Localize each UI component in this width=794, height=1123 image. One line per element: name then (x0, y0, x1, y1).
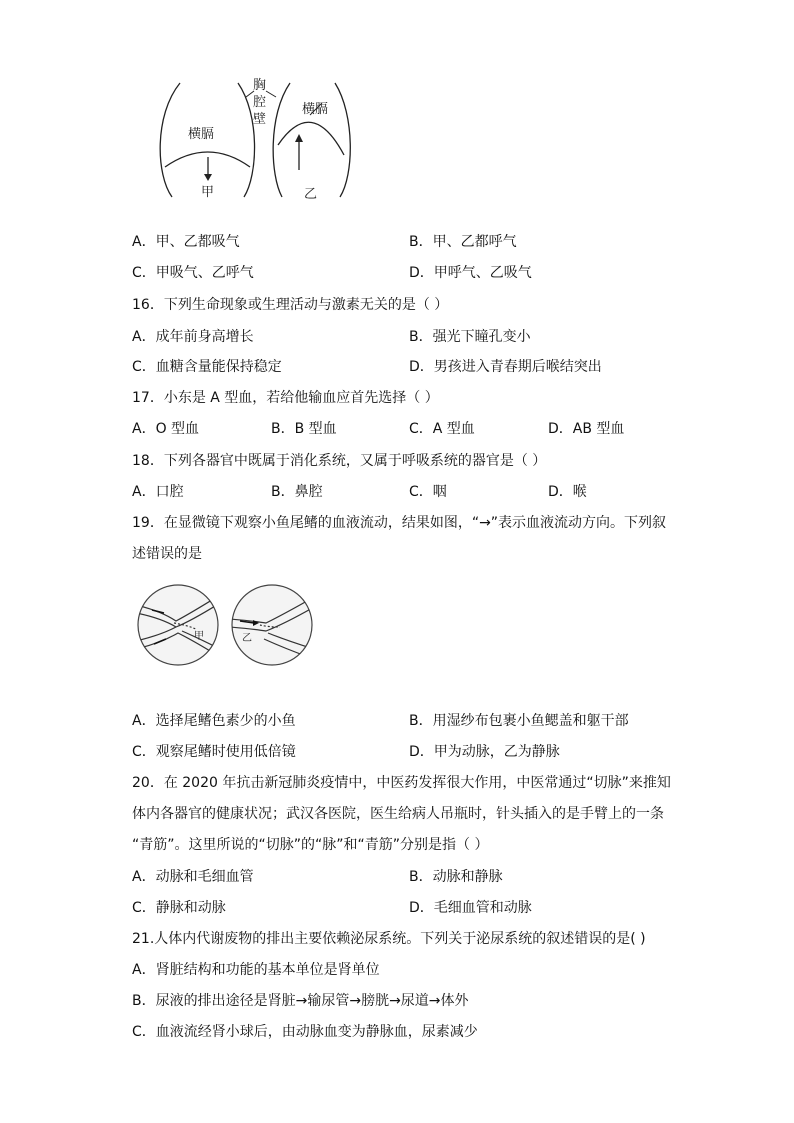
label-wall-3: 壁 (253, 112, 267, 127)
q18-stem: 18．下列各器官中既属于消化系统，又属于呼吸系统的器官是（ ） (132, 453, 547, 469)
label-wall-1: 胸 (253, 78, 267, 93)
q18-option-b: B．鼻腔 (271, 484, 323, 500)
q19-option-a: A．选择尾鳍色素少的小鱼 (132, 713, 296, 729)
q15-option-a: A．甲、乙都吸气 (132, 234, 240, 250)
q16-option-b: B．强光下瞳孔变小 (409, 329, 531, 345)
label-left-diaphragm: 横膈 (188, 127, 215, 142)
q21-option-c: C．血液流经肾小球后，由动脉血变为静脉血，尿素减少 (132, 1024, 478, 1040)
q20-stem-line1: 20．在 2020 年抗击新冠肺炎疫情中，中医药发挥很大作用，中医常通过“切脉”来推知 (132, 775, 671, 791)
q18-option-a: A．口腔 (132, 484, 184, 500)
q21-option-a: A．肾脏结构和功能的基本单位是肾单位 (132, 962, 380, 978)
q21-option-b: B．尿液的排出途径是肾脏→输尿管→膀胱→尿道→体外 (132, 993, 469, 1009)
q17-option-d: D．AB 型血 (548, 421, 625, 437)
q18-option-c: C．咽 (409, 484, 447, 500)
q16-option-a: A．成年前身高增长 (132, 329, 254, 345)
q19-stem-line2: 述错误的是 (132, 546, 202, 562)
q19-stem-line1: 19．在显微镜下观察小鱼尾鳍的血液流动，结果如图，“→”表示血液流动方向。下列叙 (132, 515, 667, 531)
q18-option-d: D．喉 (548, 484, 587, 500)
label-yi: 乙 (304, 187, 318, 202)
q15-option-b: B．甲、乙都呼气 (409, 234, 517, 250)
fish-fin-figure (136, 583, 316, 669)
q16-option-d: D．男孩进入青春期后喉结突出 (409, 359, 602, 375)
q17-option-c: C．A 型血 (409, 421, 475, 437)
q20-stem-line2: 体内各器官的健康状况；武汉各医院，医生给病人吊瓶时，针头插入的是手臂上的一条 (132, 806, 664, 822)
label-jia: 甲 (201, 185, 215, 200)
q16-option-c: C．血糖含量能保持稳定 (132, 359, 282, 375)
label-right-diaphragm: 横膈 (302, 102, 329, 117)
fig19-label-yi: 乙 (242, 633, 252, 644)
q19-option-b: B．用湿纱布包裹小鱼鳃盖和躯干部 (409, 713, 629, 729)
q20-option-c: C．静脉和动脉 (132, 900, 226, 916)
diaphragm-figure (150, 75, 360, 205)
q21-stem: 21.人体内代谢废物的排出主要依赖泌尿系统。下列关于泌尿系统的叙述错误的是( ) (132, 931, 646, 947)
q20-stem-line3: “青筋”。这里所说的“切脉”的“脉”和“青筋”分别是指（ ） (132, 837, 489, 853)
q15-option-c: C．甲吸气、乙呼气 (132, 265, 254, 281)
q17-option-a: A．O 型血 (132, 421, 200, 437)
q20-option-b: B．动脉和静脉 (409, 869, 503, 885)
q20-option-d: D．毛细血管和动脉 (409, 900, 532, 916)
q17-stem: 17．小东是 A 型血，若给他输血应首先选择（ ） (132, 390, 439, 406)
q19-option-d: D．甲为动脉，乙为静脉 (409, 744, 560, 760)
fig19-label-jia: 甲 (194, 631, 204, 642)
q15-option-d: D．甲呼气、乙吸气 (409, 265, 532, 281)
label-wall-2: 腔 (253, 95, 267, 110)
q16-stem: 16．下列生命现象或生理活动与激素无关的是（ ） (132, 297, 449, 313)
q19-option-c: C．观察尾鳍时使用低倍镜 (132, 744, 296, 760)
q20-option-a: A．动脉和毛细血管 (132, 869, 254, 885)
q17-option-b: B．B 型血 (271, 421, 337, 437)
